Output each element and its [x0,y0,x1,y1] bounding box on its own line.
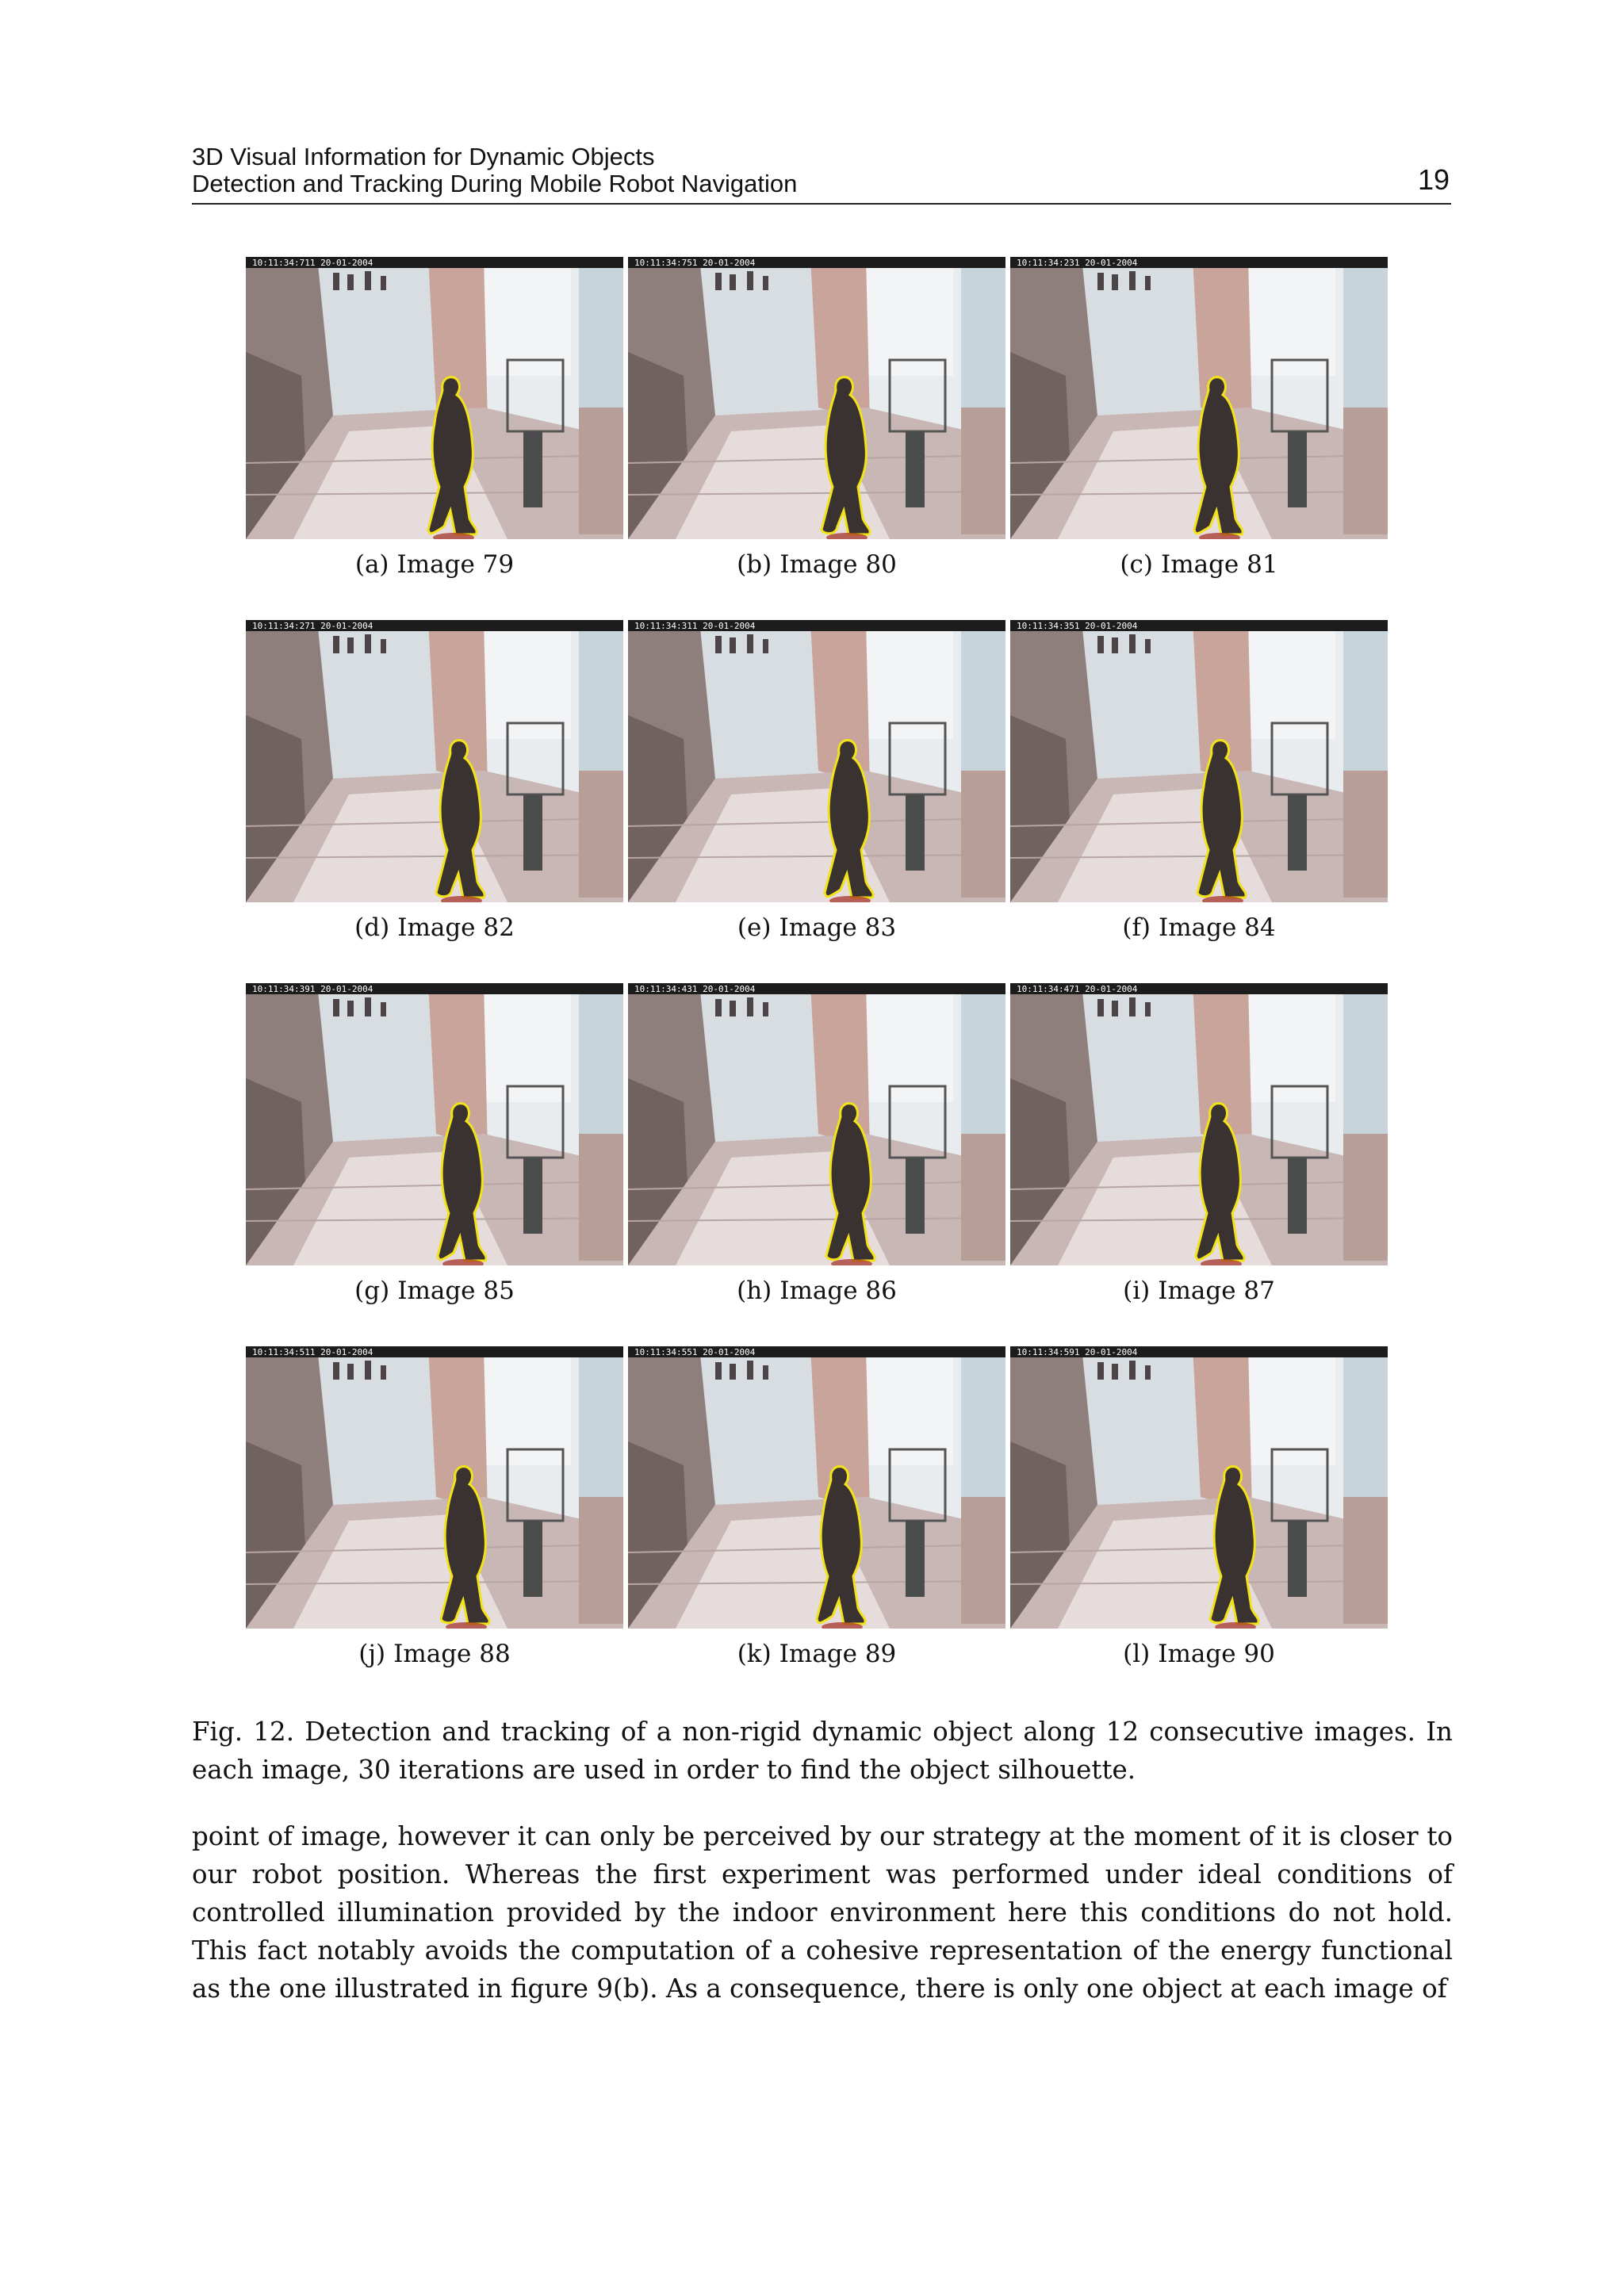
panel-label: (g) [354,1277,390,1305]
frame-timestamp: 10:11:34:311 20-01-2004 [634,621,756,631]
panel-caption-text: Image 90 [1158,1640,1275,1668]
frame-timestamp: 10:11:34:591 20-01-2004 [1017,1347,1138,1357]
frame-timestamp: 10:11:34:751 20-01-2004 [634,258,756,268]
corridor-frame-image [628,620,1005,902]
body-paragraph: point of image, however it can only be perceived by our strategy at the moment of it is closer to our robot position. Whereas the first experiment was performed under ideal conditions of controlled illumination provided by the indoor environment here this conditions do not hold. This fact notably avoids the computation of a cohesive representation of the energy functional as the one illustrated in figure 9(b). As a consequence, there is only one object at each image of [192,1821,1453,2004]
panel-caption [246,1636,623,1671]
corridor-frame-image [246,620,623,902]
corridor-frame-image [246,983,623,1265]
panel-label: (l) [1123,1640,1151,1668]
frame-timestamp: 10:11:34:551 20-01-2004 [634,1347,756,1357]
panel-caption [1010,547,1388,582]
panel-caption-text: Image 80 [779,550,897,579]
frame-timestamp: 10:11:34:351 20-01-2004 [1017,621,1138,631]
frame-timestamp: 10:11:34:511 20-01-2004 [252,1347,373,1357]
corridor-frame-image [1010,620,1388,902]
panel-caption [1010,910,1388,945]
frame-timestamp: 10:11:34:711 20-01-2004 [252,258,373,268]
frame-timestamp: 10:11:34:431 20-01-2004 [634,984,756,994]
panel-caption [1010,1273,1388,1308]
corridor-frame-image [628,983,1005,1265]
corridor-frame-image [1010,1346,1388,1629]
page-number: 19 [1417,163,1450,196]
panel-label: (k) [737,1640,772,1668]
frame-timestamp: 10:11:34:391 20-01-2004 [252,984,373,994]
panel-caption [628,910,1005,945]
corridor-frame-image [628,1346,1005,1629]
panel-caption [628,1636,1005,1671]
panel-label: (i) [1123,1277,1151,1305]
panel-caption-text: Image 87 [1158,1277,1275,1305]
header-title-line2: Detection and Tracking During Mobile Robot Navigation [192,170,798,197]
corridor-frame-image [1010,257,1388,539]
frame-timestamp: 10:11:34:231 20-01-2004 [1017,258,1138,268]
panel-label: (h) [737,1277,772,1305]
corridor-frame-image [1010,983,1388,1265]
running-header [192,140,1451,205]
panel-caption-text: Image 86 [779,1277,897,1305]
panel-caption-text: Image 85 [397,1277,515,1305]
panel-caption [246,547,623,582]
panel-label: (c) [1120,550,1153,579]
panel-caption [628,1273,1005,1308]
panel-label: (f) [1122,913,1151,942]
panel-caption-text: Image 84 [1159,913,1276,942]
panel-caption-text: Image 83 [779,913,897,942]
frame-timestamp: 10:11:34:271 20-01-2004 [252,621,373,631]
panel-caption [628,547,1005,582]
panel-caption-text: Image 81 [1160,550,1278,579]
frame-timestamp: 10:11:34:471 20-01-2004 [1017,984,1138,994]
corridor-frame-image [246,257,623,539]
corridor-frame-image [246,1346,623,1629]
panel-caption [246,910,623,945]
panel-caption-text: Image 82 [397,913,515,942]
panel-caption-text: Image 79 [396,550,515,579]
panel-caption-text: Image 88 [393,1640,511,1668]
panel-caption [246,1273,623,1308]
panel-caption [1010,1636,1388,1671]
figure-caption: Fig. 12. Detection and tracking of a non-rigid dynamic object along 12 consecutive images. In each image, 30 iterations are used in order to find the object silhouette. [192,1717,1453,1785]
panel-label: (b) [737,550,772,579]
panel-label: (e) [737,913,772,942]
panel-caption-text: Image 89 [779,1640,897,1668]
corridor-frame-image [628,257,1005,539]
header-title-line1: 3D Visual Information for Dynamic Objects [192,143,655,170]
panel-label: (d) [354,913,390,942]
panel-label: (j) [358,1640,386,1668]
panel-label: (a) [354,550,389,579]
